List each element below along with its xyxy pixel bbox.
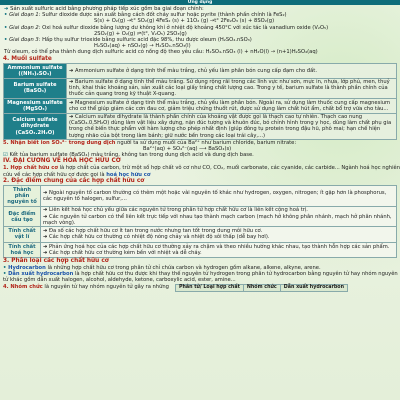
oleum-dilution: Từ oleum, có thể pha thành dung dịch sulfuric acid có nồng độ theo yêu cầu: H₂SO₄.nSO₃ (l) + nH₂O(l) → (n+1)H₂SO₄(aq) (4, 49, 318, 56)
page-header: Ứng dụng (0, 0, 400, 5)
organic-s3: • Hydrocarbon là những hợp chất hữu cơ trong phân tử chỉ chứa carbon và hydrogen gồm alkane, alkene, alkyne, arene. • Dẫn xuất hydrocarbon là hợp chất hữu cơ thu được khi thay thế nguyên tử hydrogen trong phân tử hydrocarbon bằng nguyên tử hay nhóm nguyên tử khác gồm dẫn xuất halogen, alcohol, aldehyde, ketone, carboxylic acid, ester, amine... (3, 264, 398, 284)
functional-group-table: Phân tử/ Loại hợp chất Nhóm chức Dẫn xuất hydrocarbon (175, 284, 348, 292)
organic-features-table (3, 185, 397, 258)
bullet-icon: ➜ (4, 6, 11, 12)
identify-equation: Ba²⁺(aq) + SO₄²⁻(aq) ⟶ BaSO₄(s) (143, 146, 232, 153)
table-row: Đặc điểm cấu tạo ➜ Liên kết hoá học chủ yếu giữa các nguyên tử trong phân tử hợp chất hữu cơ là liên kết cộng hoá trị. ➜ Các nguyên tử carbon có thể liên kết trực tiếp với nhau tạo thành mạch carbon (mạch hở không phân nhánh, mạch hở phân nhánh, mạch vòng). (4, 207, 397, 227)
table-row: Thành phần nguyên tố ➜ Ngoài nguyên tố carbon thường có thêm một hoặc vài nguyên tố khác như hydrogen, oxygen, nitrogen; ít gặp hơn là phosphorus, các nguyên tố halogen, sulfur,... (4, 185, 397, 207)
stage-1: • Giai đoạn 1: Sulfur dioxide được sản xuất bằng cách đốt cháy sulfur hoặc pyrite (thành phần chính là FeS₂) (4, 12, 287, 19)
stage-3: • Giai đoạn 3: Hấp thụ sulfur trioxide bằng sulfuric acid đặc 98%, thu được oleum (H₂SO₄.nSO₃) (4, 37, 252, 44)
organic-s1: 1. Hợp chất hữu cơ là hợp chất của carbon, trừ một số hợp chất vô cơ như CO, CO₂, muối carbonate, các cyanide, các carbide... Ngành hoá học nghiên cứu về các hợp chất hữu cơ được gọi là hoá học hữu cơ (3, 165, 400, 178)
organic-part-title: IV. ĐẠI CƯƠNG VỀ HOÁ HỌC HỮU CƠ (3, 158, 121, 165)
stage-2: • Giai đoạn 2: Oxi hoá sulfur dioxide bằng lượng dư không khí ở nhiệt độ khoảng 450°C với xúc tác là vanadium oxide (V₂O₅) (4, 24, 329, 31)
stage-3-equation: H₂SO₄(aq) + nSO₃(g) → H₂SO₄.nSO₃(l) (94, 43, 191, 50)
table-row: Magnesium sulfate (MgSO₄) ➜ Magnesium sulfate ở dạng tinh thể màu trắng, chủ yếu làm phân bón. Ngoài ra, sử dụng làm thuốc cung cấp magnesium cho cơ thể giúp giảm các cơn đau cơ, giảm triệu chứng thuốt rút, được sử dụng làm chất hút ẩm, chất bổ trợ vữa cho tàu... (4, 98, 397, 113)
identify-line: 5. Nhận biết ion SO₄²⁻ trong dung dịch người ta sử dụng muối của Ba²⁺ như barium chloride, barium nitrate: (3, 139, 297, 146)
sulfuric-acid-section (0, 5, 400, 56)
stage-1-equation: S(s) + O₂(g) →t° SO₂(g) 4FeS₂ (s) + 11O₂ (g) →t° 2Fe₂O₃ (s) + 8SO₂(g) (94, 18, 275, 25)
organic-s2-title: 2. Đặc điểm chung của các hợp chất hữu cơ (3, 177, 145, 184)
table-row: Ammonium sulfate ((NH₄)₂SO₄) ➜ Ammonium sulfate ở dạng tinh thể màu trắng, chủ yếu làm phân bón cung cấp đạm cho đất. (4, 63, 397, 78)
identify-result: ☑ Kết tủa barium sulfate (BaSO₄) màu trắng, không tan trong dung dịch acid và dung dịch base. (3, 152, 254, 159)
organic-s4: 4. Nhóm chức là nguyên tử hay nhóm nguyên tử gây ra những Phân tử/ Loại hợp chất Nhóm chức Dẫn xuất hydrocarbon (0, 284, 400, 292)
table-row: Tính chất vật lí ➜ Đa số các hợp chất hữu cơ ít tan trong nước nhưng tan tốt trong dung môi hữu cơ. ➜ Các hợp chất hữu cơ thường có nhiệt độ nóng chảy và nhiệt độ sôi thấp (dễ bay hơi). (4, 227, 397, 242)
stage-2-equation: 2SO₂(g) + O₂(g) ⇌(t°, V₂O₅) 2SO₃(g) (94, 30, 187, 37)
table-row: Tính chất hoá học ➜ Phản ứng hoá học của các hợp chất hữu cơ thường xảy ra chậm và theo nhiều hướng khác nhau, tạo thành hỗn hợp các sản phẩm. ➜ Các hợp chất hữu cơ thường kém bền với nhiệt và dễ cháy. (4, 242, 397, 257)
table-row: Barium sulfate (BaSO₄) ➜ Barium sulfate ở dạng tinh thể màu trắng. Sử dụng rộng rãi trong các lĩnh vực như sơn, mực in, nhựa, lớp phủ, men, thuỷ tinh, khai thác khoáng sản, sản xuất các loại giấy trắng chất lượng cao. Trong y tế, barium sulfate là thành phần chính của thuốc cản quang trong kỹ thuật X-quang. (4, 79, 397, 99)
intro-text: ➜ Sản xuất sulfuric acid bằng phương pháp tiếp xúc gồm ba giai đoạn chính: (4, 6, 204, 12)
identify-section (0, 140, 400, 159)
salts-table (3, 63, 397, 140)
organic-s3-title: 3. Phân loại các hợp chất hữu cơ (3, 257, 109, 264)
checkbox-icon: ☑ (3, 152, 10, 159)
table-row: Calcium sulfate dihydrate (CaSO₄.2H₂O) ➜ Calcium sulfate dihydrate là thành phần chính của khoáng vật được gọi là thạch cao tự nhiên. Thạch cao nung (CaSO₄.0,5H₂O) dùng làm vật liệu xây dựng, nặn đúc tượng và khuôn đúc, bó chỉnh hình trong y học, dùng làm chất phụ gia trong chế biến thực phẩm với hàm lượng cho phép nhất định (giúp đông tụ protein trong đậu hũ, phô mai; hạn chế hiện tượng nhão của bột trong làm bánh; giữ nước bền trong các loại trái cây,...) (4, 114, 397, 140)
salts-title: 4. Muối sulfate (3, 55, 52, 62)
